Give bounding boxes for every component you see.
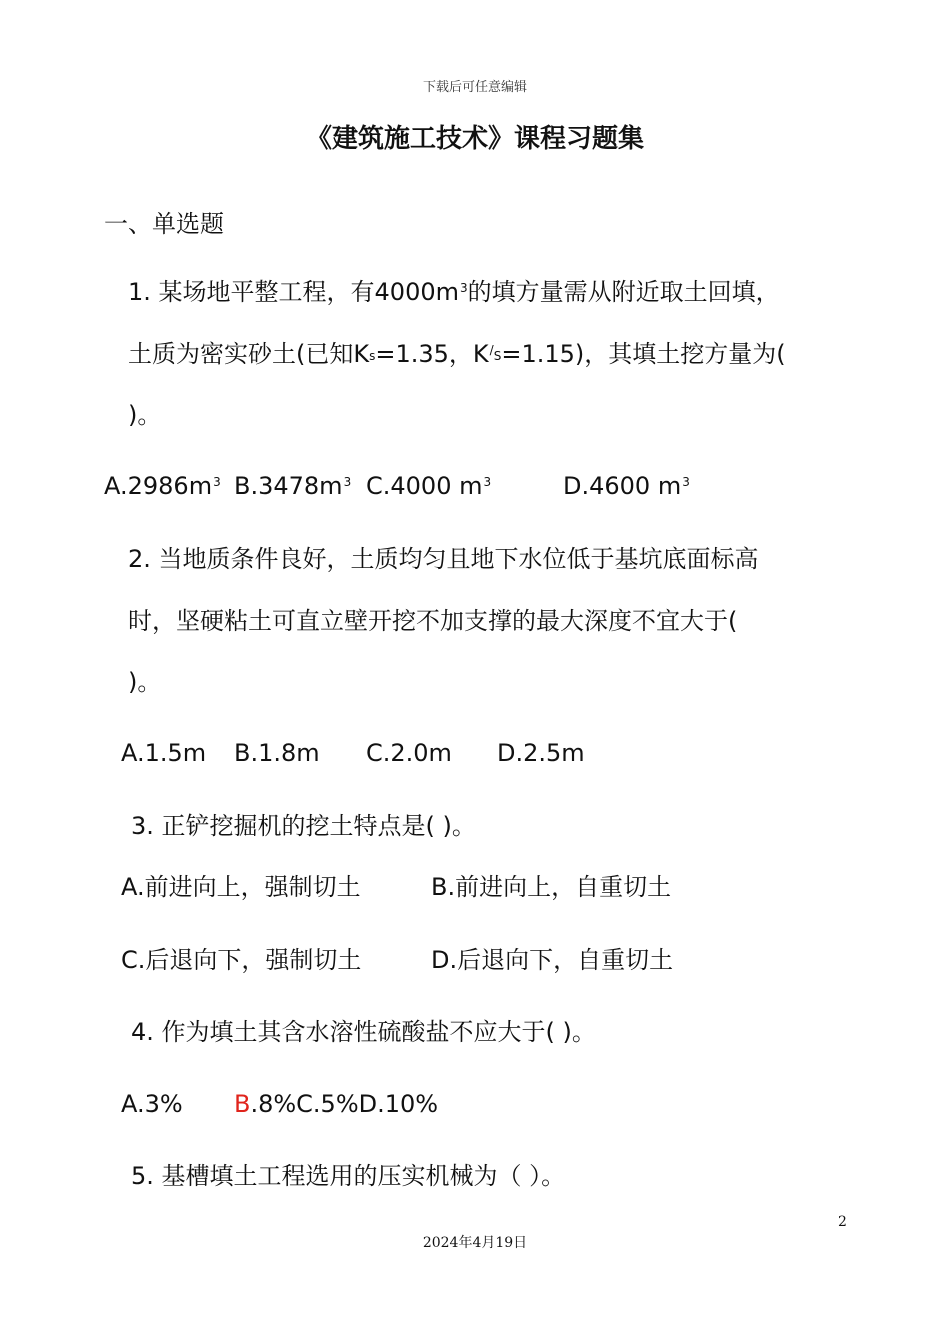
- q4-option-b-value: .8%: [250, 1090, 297, 1118]
- q4-options-bcd: [234, 1088, 438, 1120]
- q2-option-b: B.1.8m: [234, 739, 320, 767]
- q1-line2: 土质为密实砂土(已知$K_s=1.35$，$K^/_S=1.15$)，其填土挖方量为(: [128, 340, 786, 368]
- q2-option-d: D.2.5m: [497, 739, 585, 767]
- q1-line1: 1. 某场地平整工程，有$4000m^3$的填方量需从附近取土回填，: [128, 278, 780, 306]
- q1-option-c: C.4000 $m^3$: [366, 472, 492, 500]
- page-number: 2: [838, 1214, 847, 1230]
- q1-option-a: $A.2986m^3$: [104, 472, 221, 500]
- q3-option-b: B.前进向上，自重切土: [431, 873, 672, 901]
- q3-option-d: D.后退向下，自重切土: [431, 946, 674, 974]
- q2-option-c: C.2.0m: [366, 739, 452, 767]
- q2-option-a: A.1.5m: [121, 739, 207, 767]
- q4-option-a: A.3%: [121, 1090, 183, 1118]
- q4-option-b-letter: B: [234, 1090, 251, 1118]
- section-heading: 一、单选题: [104, 210, 224, 238]
- header-note: 下载后可任意编辑: [422, 80, 527, 95]
- q4-option-c: C.5%: [296, 1090, 359, 1118]
- q2-line1: 2. 当地质条件良好，土质均匀且地下水位低于基坑底面标高: [128, 545, 759, 573]
- q4-line1: 4. 作为填土其含水溶性硫酸盐不应大于( )。: [131, 1018, 596, 1046]
- footer-date: 2024年4月19日: [422, 1235, 528, 1251]
- q1-line3: )。: [128, 401, 162, 429]
- q5-line1: 5. 基槽填土工程选用的压实机械为（ ）。: [131, 1162, 566, 1190]
- document-title: 《建筑施工技术》课程习题集: [305, 124, 644, 154]
- q1-option-d: D.4600 $m^3$: [563, 472, 690, 500]
- q1-option-b: $B.3478m^3$: [234, 472, 352, 500]
- q4-option-d: D.10%: [358, 1090, 439, 1118]
- q2-line2: 时，坚硬粘土可直立壁开挖不加支撑的最大深度不宜大于(: [128, 607, 738, 635]
- q3-option-c: C.后退向下，强制切土: [121, 946, 362, 974]
- q2-line3: )。: [128, 668, 162, 696]
- q3-line1: 3. 正铲挖掘机的挖土特点是( )。: [131, 812, 476, 840]
- q3-option-a: A.前进向上，强制切土: [121, 873, 361, 901]
